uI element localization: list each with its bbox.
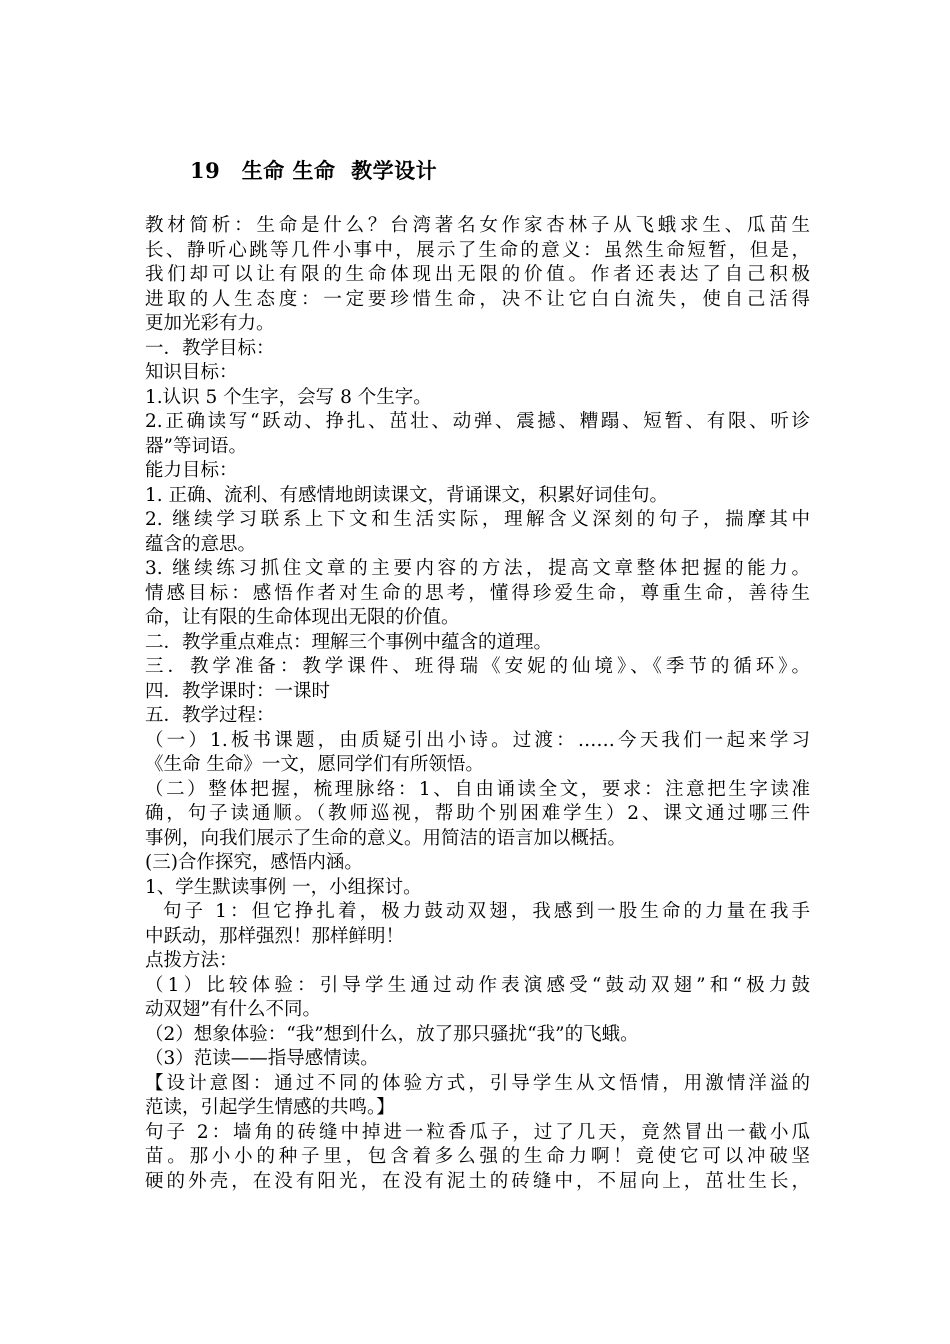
- text-line: 更加光彩有力。: [145, 313, 275, 334]
- text-line: 情感目标：感悟作者对生命的思考，懂得珍爱生命，尊重生命，善待生: [145, 582, 810, 604]
- text-line: 四．教学课时：一课时: [145, 680, 331, 702]
- text-line: 3. 继续练习抓住文章的主要内容的方法，提高文章整体把握的能力。: [145, 558, 810, 579]
- document-title: 19 生命 生命 教学设计: [190, 158, 438, 183]
- text-line: 事例，向我们展示了生命的意义。用简洁的语言加以概括。: [145, 827, 627, 849]
- text-line: 长、静听心跳等几件小事中，展示了生命的意义：虽然生命短暂，但是，: [145, 239, 810, 261]
- text-line: 范读，引起学生情感的共鸣。】: [145, 1097, 395, 1118]
- text-line: 《生命 生命》一文，愿同学们有所领悟。: [145, 754, 484, 775]
- text-line: 二．教学重点难点：理解三个事例中蕴含的道理。: [145, 631, 553, 653]
- text-line: 器”等词语。: [145, 435, 247, 457]
- text-line: （1）比较体验：引导学生通过动作表演感受“鼓动双翅”和“极力鼓: [145, 974, 810, 996]
- text-line: (三)合作探究，感悟内涵。: [145, 852, 363, 873]
- text-line: 我们却可以让有限的生命体现出无限的价值。作者还表达了自己积极: [145, 264, 810, 285]
- text-line: 1、学生默读事例 一，小组探讨。: [145, 876, 422, 898]
- text-line: 句子 1：但它挣扎着，极力鼓动双翅，我感到一股生命的力量在我手: [145, 901, 810, 922]
- text-line: 教材简析：生命是什么？台湾著名女作家杏林子从飞蛾求生、瓜苗生: [145, 215, 810, 236]
- text-line: 命，让有限的生命体现出无限的价值。: [145, 607, 460, 628]
- text-line: 知识目标：: [145, 362, 238, 383]
- text-line: 三．教学准备：教学课件、班得瑞《安妮的仙境》、《季节的循环》。: [145, 656, 810, 677]
- text-line: 中跃动，那样强烈！那样鲜明！: [145, 925, 405, 947]
- text-line: 【设计意图：通过不同的体验方式，引导学生从文悟情，用激情洋溢的: [145, 1072, 810, 1094]
- text-line: 句子 2：墙角的砖缝中掉进一粒香瓜子，过了几天，竟然冒出一截小瓜: [145, 1121, 810, 1143]
- text-line: 硬的外壳，在没有阳光，在没有泥土的砖缝中，不屈向上，茁壮生长，: [145, 1170, 810, 1192]
- text-line: 苗。那小小的种子里，包含着多么强的生命力啊！竟使它可以冲破坚: [145, 1146, 810, 1167]
- text-line: 2.正确读写“跃动、挣扎、茁壮、动弹、震撼、糟蹋、短暂、有限、听诊: [145, 411, 810, 432]
- document-body: [145, 214, 810, 1194]
- text-line: （二）整体把握，梳理脉络：1、自由诵读全文，要求：注意把生字读准: [145, 778, 810, 800]
- text-line: （2）想象体验：“我”想到什么，放了那只骚扰“我”的飞蛾。: [145, 1023, 639, 1045]
- text-line: 能力目标：: [145, 460, 238, 481]
- text-line: 2. 继续学习联系上下文和生活实际，理解含义深刻的句子，揣摩其中: [145, 509, 810, 530]
- text-line: 进取的人生态度：一定要珍惜生命，决不让它白白流失，使自己活得: [145, 288, 810, 310]
- text-line: 点拨方法：: [145, 950, 238, 971]
- text-line: 动双翅”有什么不同。: [145, 999, 321, 1020]
- text-line: 1. 正确、流利、有感情地朗读课文，背诵课文，积累好词佳句。: [145, 484, 669, 506]
- text-line: 1.认识 5 个生字，会写 8 个生字。: [145, 386, 432, 408]
- text-line: （一）1.板书课题，由质疑引出小诗。过渡：……今天我们一起来学习: [145, 729, 810, 751]
- text-line: （3）范读——指导感情读。: [145, 1048, 379, 1069]
- text-line: 五．教学过程：: [145, 705, 275, 726]
- text-line: 蕴含的意思。: [145, 533, 257, 555]
- text-line: 确，句子读通顺。（教师巡视，帮助个别困难学生）2、课文通过哪三件: [145, 803, 810, 824]
- text-line: 一．教学目标：: [145, 337, 275, 359]
